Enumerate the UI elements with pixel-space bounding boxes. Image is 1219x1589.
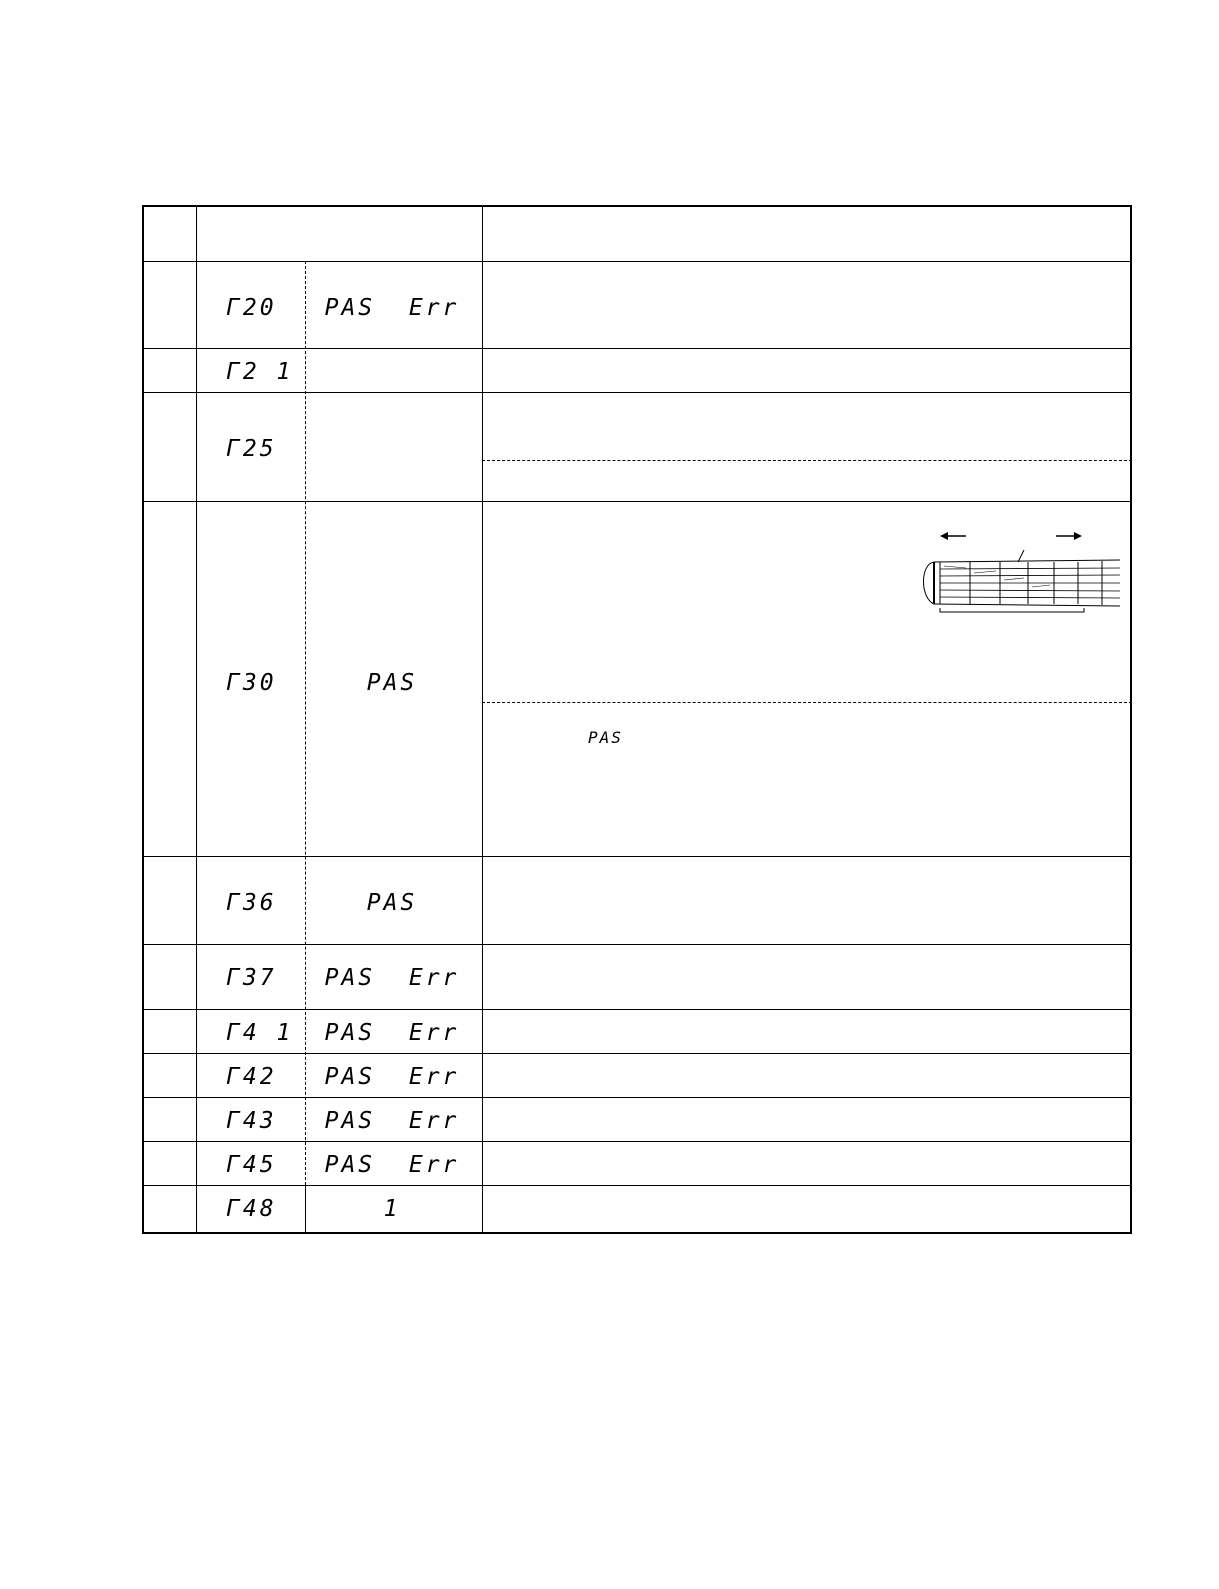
test-code: Γ36 xyxy=(226,890,277,916)
test-result: PAS Err xyxy=(324,1064,460,1090)
row-separator xyxy=(142,348,1132,349)
row-separator xyxy=(142,1009,1132,1010)
test-code: Γ48 xyxy=(226,1196,277,1222)
column-separator xyxy=(196,205,197,1234)
column-separator xyxy=(482,205,483,1234)
row-separator xyxy=(142,944,1132,945)
test-code: Γ42 xyxy=(226,1064,277,1090)
test-result: PAS xyxy=(366,670,418,696)
test-code: Γ30 xyxy=(226,670,277,696)
inline-result: PAS xyxy=(588,728,623,747)
test-code: Γ37 xyxy=(226,965,277,991)
test-result: PAS Err xyxy=(324,1108,460,1134)
test-result: PAS xyxy=(366,890,418,916)
row-separator xyxy=(142,392,1132,393)
row-separator xyxy=(142,1097,1132,1098)
test-result: PAS Err xyxy=(324,295,460,321)
row-separator xyxy=(142,1185,1132,1186)
test-result: PAS Err xyxy=(324,1152,460,1178)
arrow-left-icon xyxy=(940,530,980,542)
test-code: Γ20 xyxy=(226,295,277,321)
test-result: PAS Err xyxy=(324,965,460,991)
test-code: Γ2 1 xyxy=(226,359,294,385)
test-result: PAS Err xyxy=(324,1020,460,1046)
header-separator xyxy=(142,261,1132,262)
description-dashed-separator xyxy=(482,460,1132,461)
column-dashed-separator xyxy=(305,261,306,1185)
test-code: Γ45 xyxy=(226,1152,277,1178)
row-separator xyxy=(142,1053,1132,1054)
test-code: Γ25 xyxy=(226,436,277,462)
row-separator xyxy=(142,1141,1132,1142)
arrow-right-icon xyxy=(1056,530,1096,542)
description-dashed-separator xyxy=(482,702,1132,703)
test-code: Γ4 1 xyxy=(226,1020,294,1046)
row-separator xyxy=(142,501,1132,502)
test-result: 1 xyxy=(383,1196,401,1222)
row-separator xyxy=(142,856,1132,857)
test-code: Γ43 xyxy=(226,1108,277,1134)
cartridge-grid-diagram xyxy=(918,556,1123,618)
